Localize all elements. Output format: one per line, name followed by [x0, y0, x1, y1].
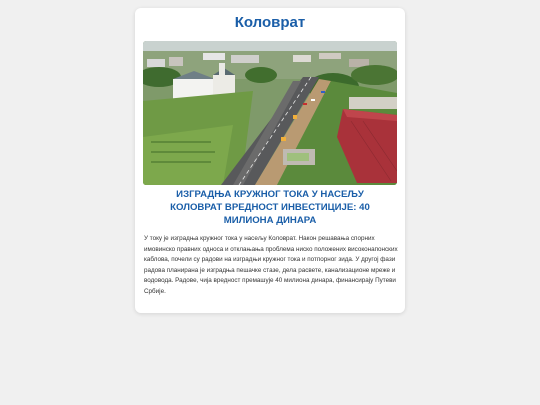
article-body: У току је изградња кружног тока у насељу Коловрат. Након решавања спорних имовинско правних односа и отклањања проблема ниско положених високонапонских каблова, почели су радови на изградњи кружног тока и потпорног зида. У другој фази радова планирана је изградња пешачке стазе, дела расвете, канализационе мреже и водовода. Радове, чија вредност премашује 40 милиона динара, финансирају Путеви Србије.: [144, 235, 398, 295]
site-title: Коловрат: [234, 14, 306, 31]
article-card: [135, 8, 405, 313]
article-headline[interactable]: ИЗГРАДЊА КРУЖНОГ ТОКА У НАСЕЉУ КОЛОВРАТ ВРЕДНОСТ ИНВЕСТИЦИЈЕ: 40 МИЛИОНА ДИНАРА: [170, 189, 370, 226]
article-photo[interactable]: [143, 41, 397, 185]
